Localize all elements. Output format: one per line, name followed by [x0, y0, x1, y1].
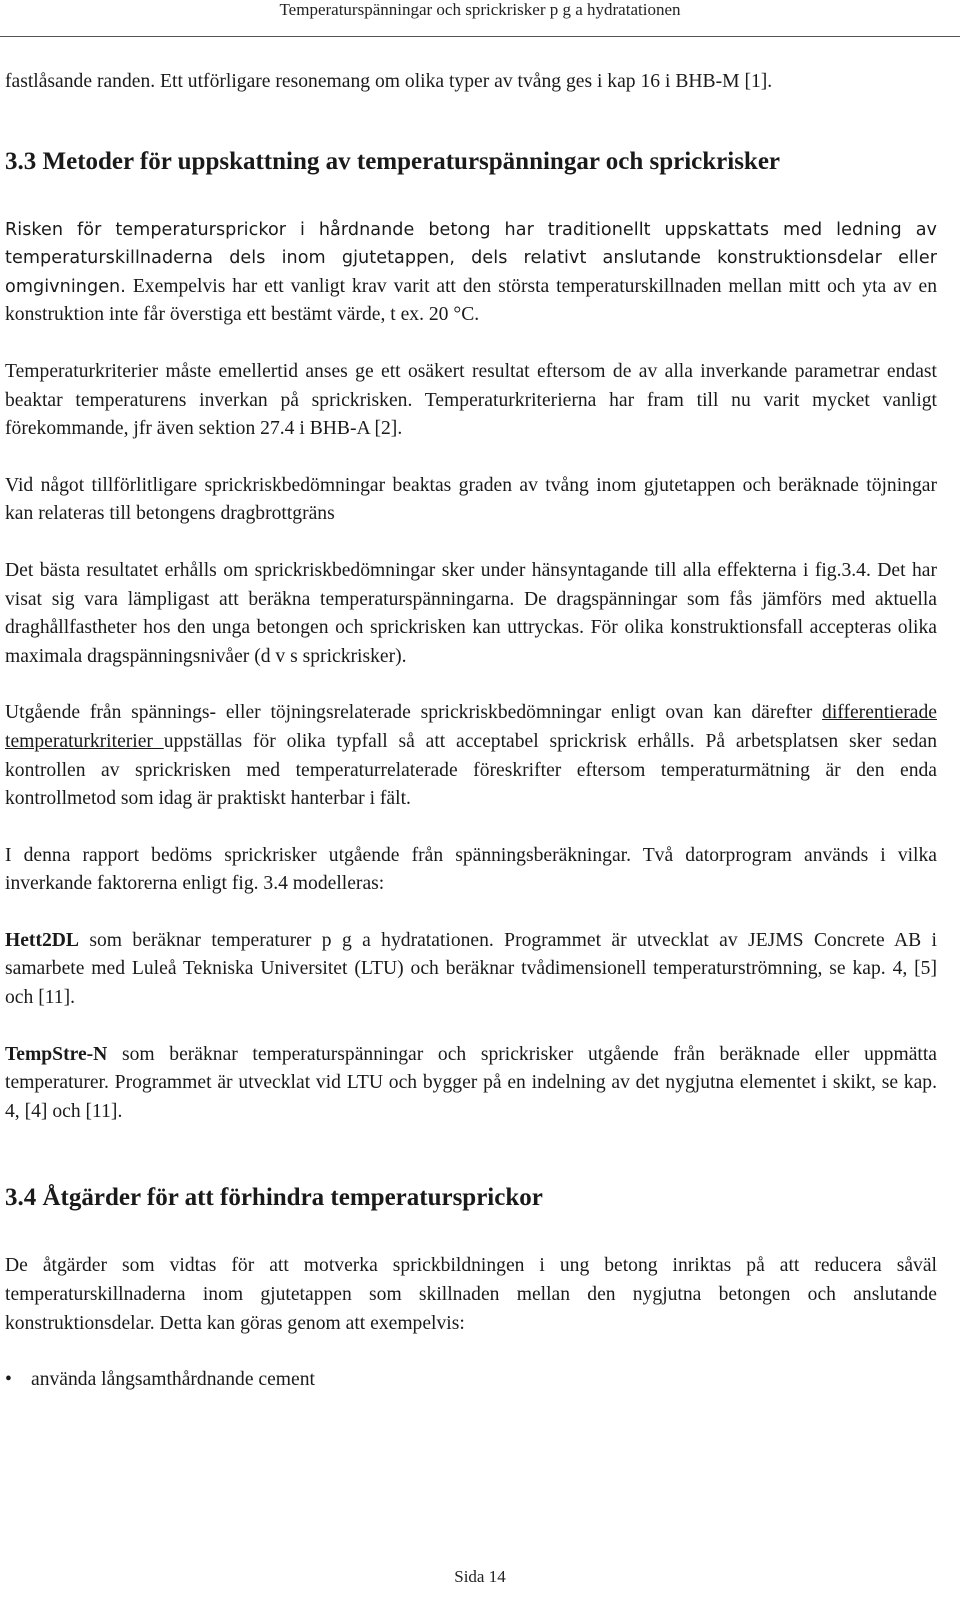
paragraph-programs-intro: I denna rapport bedöms sprickrisker utgående från spänningsberäkningar. Två datorprogram används i vilka inverkande faktorerna enligt fig. 3.4 modelleras: — [5, 844, 937, 895]
program-name-tempstre-n: TempStre-N — [5, 1043, 108, 1065]
program-name-hett2dl: Hett2DL — [5, 929, 80, 951]
header-rule — [0, 36, 960, 37]
paragraph-risk-example: Exempelvis har ett vanligt krav varit att den största temperaturskillnaden mellan mitt och yta av en konstruktion inte får överstiga ett bestämt värde, t ex. 20 °C. — [5, 275, 937, 326]
paragraph-hett2dl — [5, 927, 937, 1013]
page-number: Sida 14 — [454, 1567, 506, 1586]
document-body — [5, 68, 937, 1395]
paragraph-tempstre-n — [5, 1041, 937, 1127]
hett2dl-description: som beräknar temperaturer p g a hydratationen. Programmet är utvecklat av JEJMS Concrete AB i samarbete med Luleå Tekniska Universitet (LTU) och beräknar tvådimensionell temperaturströmning, se kap. 4, [5] och [11]. — [5, 929, 937, 1009]
bullet-icon: • — [5, 1369, 12, 1391]
running-header: Temperaturspänningar och sprickrisker p g a hydratationen — [279, 0, 681, 19]
differentiated-criteria-link-text: differentierade temperaturkriterier — [5, 702, 937, 752]
paragraph-differentiated-criteria — [5, 699, 937, 813]
paragraph-risk-sans-text: Risken för temperatursprickor i hårdnande betong har traditionellt uppskattats med ledning av temperaturskillnaderna dels inom gjutetappen, dels relativt anslutande konstruktionsdelar eller omgivningen. — [5, 219, 937, 297]
paragraph-risk — [5, 216, 937, 330]
paragraph-measures: De åtgärder som vidtas för att motverka sprickbildningen i ung betong inriktas på att reducera såväl temperaturskillnaderna inom gjutetappen som skillnaden mellan den nygjutna betongen och anslutande konstruktionsdelar. Detta kan göras genom att exempelvis: — [5, 1255, 937, 1334]
p5-post: uppställas för olika typfall så att acceptabel sprickrisk erhålls. På arbetsplatsen sker sedan kontrollen av sprickrisken med temperaturrelaterade föreskrifter eftersom temperaturmätning är den enda kontrollmetod som idag är praktiskt hanterbar i fält. — [5, 730, 938, 810]
paragraph-reliable-assessment: Vid något tillförlitligare sprickriskbedömningar beaktas graden av tvång inom gjutetappen och beräknade töjningar kan relateras till betongens dragbrottgräns — [5, 474, 937, 525]
bullet-list-item — [5, 1366, 937, 1395]
p5-pre: Utgående från spännings- eller töjningsrelaterade sprickriskbedömningar enligt ovan kan därefter — [5, 702, 823, 724]
paragraph-temperature-criteria: Temperaturkriterier måste emellertid anses ge ett osäkert resultat eftersom de av alla inverkande parametrar endast beaktar temperaturens inverkan på sprickrisken. Temperaturkriterierna har fram till nu varit mycket vanligt förekommande, jfr även sektion 27.4 i BHB-A [2]. — [5, 360, 937, 440]
paragraph-best-result: Det bästa resultatet erhålls om sprickriskbedömningar sker under hänsyntagande till alla effekterna i fig.3.4. Det har visat sig vara lämpligast att beräkna temperaturspänningarna. De dragspänningar som fås jämförs med aktuella draghållfastheter hos den unga betongen och sprickrisken kan uttryckas. För olika konstruktionsfall accepteras olika maximala dragspänningsnivåer (d v s sprickrisker). — [5, 559, 937, 667]
tempstre-n-description: som beräknar temperaturspänningar och sprickrisker utgående från beräknade eller uppmätta temperaturer. Programmet är utvecklat vid LTU och bygger på en indelning av det nygjutna elementet i skikt, se kap. 4, [4] och [11]. — [5, 1043, 937, 1122]
intro-paragraph: fastlåsande randen. Ett utförligare resonemang om olika typer av tvång ges i kap 16 i BHB-M [1]. — [5, 71, 773, 92]
section-heading-3-3: 3.3 Metoder för uppskattning av temperaturspänningar och sprickrisker — [5, 147, 781, 175]
section-heading-3-4: 3.4 Åtgärder för att förhindra temperatursprickor — [5, 1184, 543, 1212]
bullet-text: använda långsamthårdnande cement — [31, 1369, 315, 1391]
